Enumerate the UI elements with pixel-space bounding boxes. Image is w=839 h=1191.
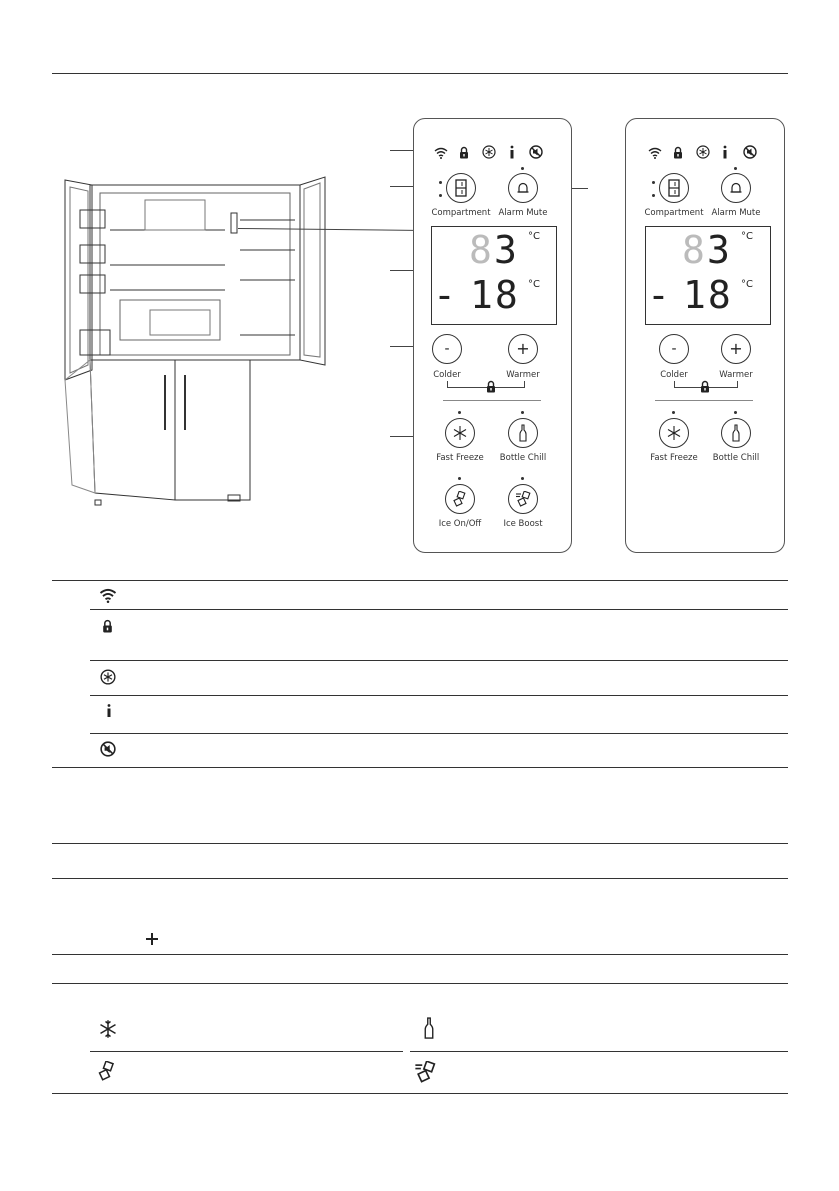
snowflake-icon — [98, 1019, 118, 1039]
snowflake-icon — [452, 425, 468, 441]
info-icon — [722, 145, 728, 159]
freezer-sign: - — [647, 273, 672, 317]
compartment-label: Compartment — [644, 208, 704, 218]
alarm-indicator-dot — [521, 167, 524, 170]
fast-freeze-indicator-dot — [458, 411, 461, 414]
lock-icon — [102, 619, 113, 633]
bottle-chill-indicator-dot — [521, 411, 524, 414]
fast-freeze-label: Fast Freeze — [436, 453, 484, 463]
warmer-button[interactable] — [508, 334, 538, 364]
table-top-rule — [52, 580, 788, 581]
table-rule — [52, 954, 788, 955]
compartment-label: Compartment — [431, 208, 491, 218]
bell-icon — [729, 181, 743, 195]
compartment-button[interactable] — [659, 173, 689, 203]
fast-freeze-status-icon — [482, 145, 496, 159]
bottle-chill-label: Bottle Chill — [712, 453, 760, 463]
panel-divider — [443, 400, 541, 401]
plus-icon — [145, 932, 159, 946]
ice-cube-icon — [98, 1061, 116, 1081]
bottle-chill-indicator-dot — [734, 411, 737, 414]
table-bottom-rule — [52, 1093, 788, 1094]
compartment-icon — [668, 179, 680, 197]
ice-indicator-dot — [458, 477, 461, 480]
colder-label: Colder — [660, 370, 688, 380]
ice-boost-indicator-dot — [521, 477, 524, 480]
minus-icon: - — [444, 341, 450, 357]
warmer-label: Warmer — [506, 370, 540, 380]
table-row-rule — [90, 695, 788, 696]
warmer-button[interactable] — [721, 334, 751, 364]
mute-icon — [100, 741, 116, 757]
fridge-ghost-digit: 8 — [682, 228, 707, 272]
ice-boost-button[interactable] — [508, 484, 538, 514]
table-row-rule — [90, 733, 788, 734]
top-rule — [52, 73, 788, 74]
fridge-unit: °C — [528, 231, 540, 242]
bottle-chill-button[interactable] — [508, 418, 538, 448]
alarm-indicator-dot — [734, 167, 737, 170]
lock-icon — [486, 380, 496, 393]
alarm-mute-label: Alarm Mute — [498, 208, 548, 218]
fridge-ghost-digit: 8 — [469, 228, 494, 272]
colder-button[interactable] — [659, 334, 689, 364]
control-panel-right — [625, 118, 785, 553]
table-rule — [52, 983, 788, 984]
bottle-icon — [519, 424, 527, 442]
control-panel-left — [413, 118, 572, 553]
plus-icon: + — [516, 339, 530, 358]
fast-freeze-label: Fast Freeze — [650, 453, 698, 463]
wifi-icon — [648, 147, 662, 159]
table-row-rule — [90, 1051, 403, 1052]
refrigerator-illustration — [50, 175, 330, 515]
alarm-mute-button[interactable] — [508, 173, 538, 203]
bottle-icon — [424, 1016, 434, 1040]
table-row-rule — [90, 660, 788, 661]
freezer-unit: °C — [741, 279, 753, 290]
alarm-mute-button[interactable] — [721, 173, 751, 203]
minus-icon: - — [671, 341, 677, 357]
ice-boost-icon — [414, 1061, 436, 1083]
plus-icon: + — [729, 339, 743, 358]
mute-icon — [743, 145, 757, 159]
table-rule — [52, 767, 788, 768]
panel-divider — [655, 400, 753, 401]
freezer-temp: 18 — [470, 273, 520, 317]
ice-cube-icon — [453, 491, 467, 507]
ice-on-off-label: Ice On/Off — [438, 519, 482, 529]
colder-label: Colder — [433, 370, 461, 380]
fridge-temp-digit: 3 — [494, 228, 519, 272]
ice-boost-label: Ice Boost — [503, 519, 543, 529]
fast-freeze-button[interactable] — [445, 418, 475, 448]
table-row-rule — [90, 609, 788, 610]
fridge-temp-digit: 3 — [707, 228, 732, 272]
info-icon — [106, 703, 112, 718]
fast-freeze-status-icon — [100, 669, 116, 685]
bell-icon — [516, 181, 530, 195]
freezer-unit: °C — [528, 279, 540, 290]
compartment-button[interactable] — [446, 173, 476, 203]
lock-icon — [673, 146, 683, 159]
bottle-chill-label: Bottle Chill — [499, 453, 547, 463]
bottle-icon — [732, 424, 740, 442]
fast-freeze-status-icon — [696, 145, 710, 159]
fast-freeze-indicator-dot — [672, 411, 675, 414]
ice-on-off-button[interactable] — [445, 484, 475, 514]
snowflake-icon — [666, 425, 682, 441]
fast-freeze-button[interactable] — [659, 418, 689, 448]
mute-icon — [529, 145, 543, 159]
table-row-rule — [410, 1051, 788, 1052]
compartment-indicator-dot — [439, 181, 442, 184]
warmer-label: Warmer — [719, 370, 753, 380]
compartment-indicator-dot — [439, 194, 442, 197]
bottle-chill-button[interactable] — [721, 418, 751, 448]
table-rule — [52, 843, 788, 844]
compartment-icon — [455, 179, 467, 197]
table-rule — [52, 878, 788, 879]
ice-boost-icon — [515, 491, 531, 507]
lock-icon — [459, 146, 469, 159]
freezer-sign: - — [433, 273, 458, 317]
wifi-icon — [434, 147, 448, 159]
compartment-indicator-dot — [652, 181, 655, 184]
compartment-indicator-dot — [652, 194, 655, 197]
fridge-unit: °C — [741, 231, 753, 242]
colder-button[interactable] — [432, 334, 462, 364]
freezer-temp: 18 — [683, 273, 733, 317]
lock-icon — [700, 380, 710, 393]
wifi-icon — [99, 588, 117, 603]
alarm-mute-label: Alarm Mute — [711, 208, 761, 218]
info-icon — [509, 145, 515, 159]
